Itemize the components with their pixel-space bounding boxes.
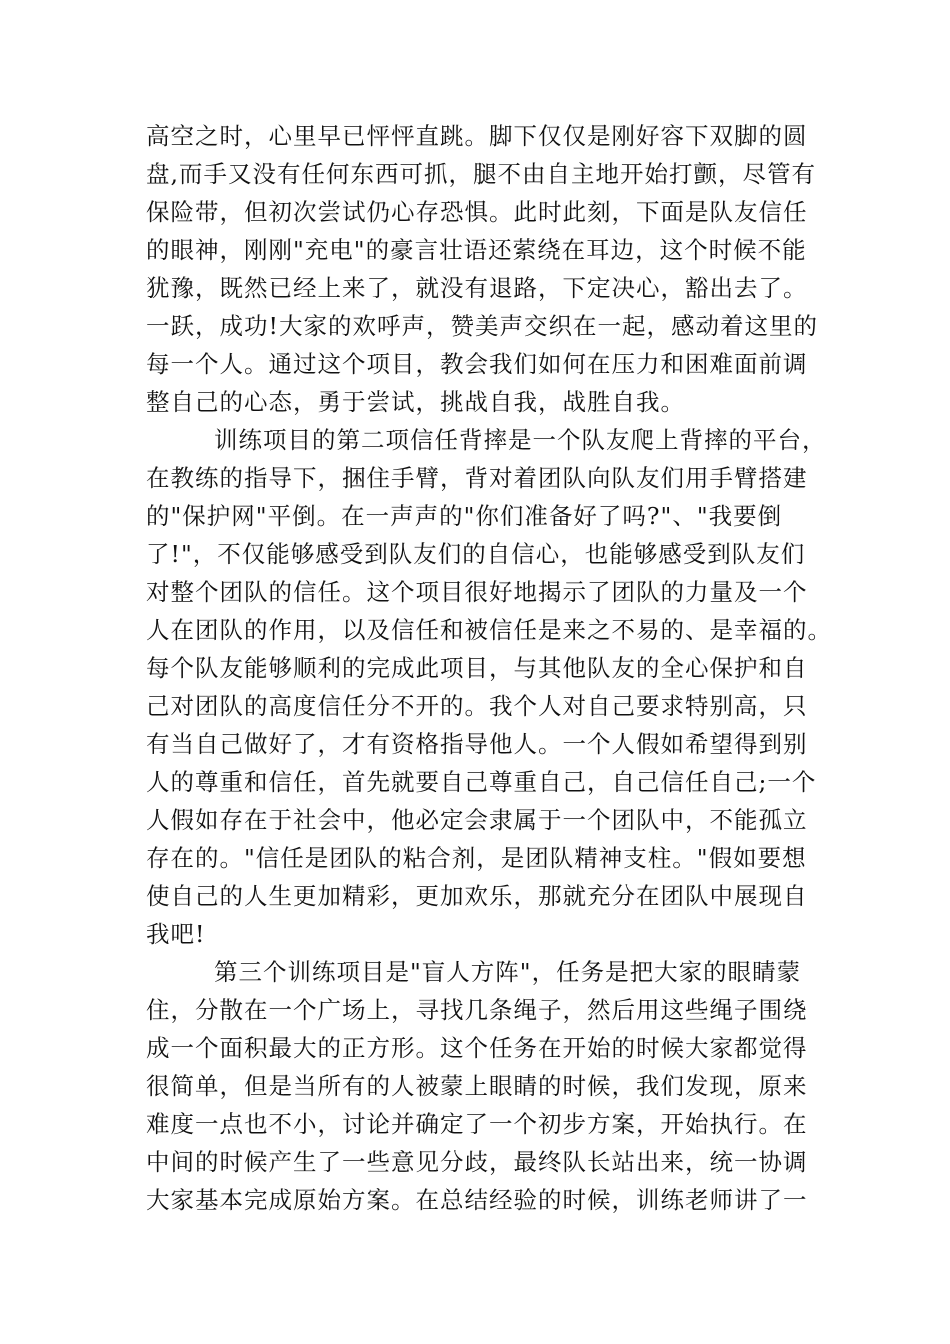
text-line: 的"保护网"平倒。在一声声的"你们准备好了吗?"、"我要倒 <box>146 502 783 530</box>
text-line: 第三个训练项目是"盲人方阵"，任务是把大家的眼睛蒙 <box>214 958 802 986</box>
text-line: 每个队友能够顺利的完成此项目，与其他队友的全心保护和自 <box>146 654 808 682</box>
text-line: 大家基本完成原始方案。在总结经验的时候，训练老师讲了一 <box>146 1186 808 1214</box>
text-line: 训练项目的第二项信任背摔是一个队友爬上背摔的平台， <box>214 426 827 454</box>
text-line: 人的尊重和信任，首先就要自己尊重自己，自己信任自己;一个 <box>146 768 817 796</box>
text-line: 使自己的人生更加精彩，更加欢乐，那就充分在团队中展现自 <box>146 882 808 910</box>
text-line: 了!"，不仅能够感受到队友们的自信心，也能够感受到队友们 <box>146 540 806 568</box>
text-line: 每一个人。通过这个项目，教会我们如何在压力和困难面前调 <box>146 350 808 378</box>
text-line: 高空之时，心里早已怦怦直跳。脚下仅仅是刚好容下双脚的圆 <box>146 122 808 150</box>
text-line: 一跃，成功!大家的欢呼声，赞美声交织在一起，感动着这里的 <box>146 312 818 340</box>
text-line: 有当自己做好了，才有资格指导他人。一个人假如希望得到别 <box>146 730 808 758</box>
text-line: 己对团队的高度信任分不开的。我个人对自己要求特别高，只 <box>146 692 808 720</box>
text-line: 对整个团队的信任。这个项目很好地揭示了团队的力量及一个 <box>146 578 808 606</box>
text-line: 在教练的指导下，捆住手臂，背对着团队向队友们用手臂搭建 <box>146 464 808 492</box>
text-line: 很简单，但是当所有的人被蒙上眼睛的时候，我们发现，原来 <box>146 1072 808 1100</box>
text-line: 盘,而手又没有任何东西可抓，腿不由自主地开始打颤，尽管有 <box>146 160 816 188</box>
text-line: 整自己的心态，勇于尝试，挑战自我，战胜自我。 <box>146 388 685 416</box>
text-line: 我吧! <box>146 920 206 948</box>
text-line: 人假如存在于社会中，他必定会隶属于一个团队中，不能孤立 <box>146 806 808 834</box>
text-line: 保险带，但初次尝试仍心存恐惧。此时此刻，下面是队友信任 <box>146 198 808 226</box>
text-line: 的眼神，刚刚"充电"的豪言壮语还萦绕在耳边，这个时候不能 <box>146 236 807 264</box>
text-line: 成一个面积最大的正方形。这个任务在开始的时候大家都觉得 <box>146 1034 808 1062</box>
text-line: 中间的时候产生了一些意见分歧，最终队长站出来，统一协调 <box>146 1148 808 1176</box>
text-line: 人在团队的作用，以及信任和被信任是来之不易的、是幸福的。 <box>146 616 832 644</box>
text-line: 住，分散在一个广场上，寻找几条绳子，然后用这些绳子围绕 <box>146 996 808 1024</box>
text-line: 犹豫，既然已经上来了，就没有退路，下定决心，豁出去了。 <box>146 274 808 302</box>
text-line: 难度一点也不小，讨论并确定了一个初步方案，开始执行。在 <box>146 1110 808 1138</box>
text-line: 存在的。"信任是团队的粘合剂，是团队精神支柱。"假如要想 <box>146 844 807 872</box>
